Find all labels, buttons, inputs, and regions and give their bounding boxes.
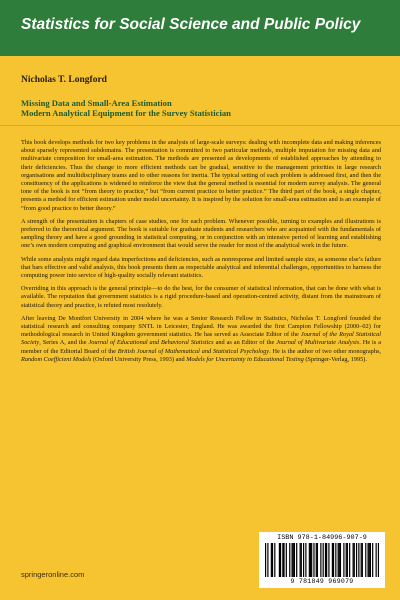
bio-text: and as an Editor of the (213, 339, 277, 347)
barcode-bar (354, 543, 355, 577)
barcode-bar (300, 543, 301, 577)
description (21, 139, 381, 369)
barcode-bar (326, 543, 327, 577)
barcode-bar (367, 543, 368, 577)
bio-text: (Oxford University Press, 1993) and (91, 355, 187, 363)
author-bio (21, 315, 381, 364)
barcode-bar (353, 543, 354, 577)
description-paragraph: While some analysts might regard data imperfections and deficiencies, such as nonresponse and limited sample size, as someone else’s failure that bars effective and valid analysis, this book presents them as respectable analytical and inferential challenges, opportunities to harness the computing power into service of high-quality socially relevant statistics. (21, 255, 381, 280)
barcode-bar (289, 543, 290, 577)
barcode-bar (313, 543, 314, 577)
bio-journal: Journal of Educational and Behavioral Statistics (88, 339, 214, 347)
barcode-bar (362, 543, 363, 577)
description-paragraph: A strength of the presentation is chapters of case studies, one for each problem. Whenever possible, turning to examples and illustrations is preferred to the theoretical argument. The book is suitable for graduate students and researchers who are acquainted with the fundamentals of sampling theory and have a good grounding in statistical computing, or in conjunction with an intensive period of learning and establishing one’s own modern computing and graphical environment that would serve the reader for most of the analytical work in the future. (21, 217, 381, 250)
barcode-bar (283, 543, 284, 577)
barcode-bar (305, 543, 306, 577)
bio-journal: Journal of Multivariate Analysis (276, 339, 360, 347)
barcode-bar (333, 543, 334, 577)
bio-text: . He is a member of the Editorial Board of the (21, 339, 381, 355)
barcode-bar (376, 543, 377, 577)
barcode-bar (338, 543, 339, 577)
barcode-bar (346, 543, 347, 577)
isbn-label: ISBN 978-1-84996-907-9 (277, 534, 367, 542)
barcode-bar (340, 543, 341, 577)
barcode-bar (286, 543, 287, 577)
barcode-bar (361, 543, 362, 577)
barcode-bar (309, 543, 310, 577)
bio-journal: Journal of the Royal Statistical Society (21, 331, 381, 347)
barcode-bar (372, 543, 373, 577)
barcode-bar (378, 543, 379, 577)
barcode-bar (267, 543, 268, 577)
book-title-line1: Missing Data and Small-Area Estimation (21, 98, 172, 108)
barcode-bar (301, 543, 302, 577)
barcode-bar (370, 543, 371, 577)
barcode-bar (296, 543, 297, 577)
barcode-box (259, 532, 385, 588)
barcode-bar (271, 543, 272, 577)
barcode-bar (356, 543, 357, 577)
barcode-bar (282, 543, 283, 577)
bio-text: After leaving De Montfort University in 2004 where he was a Senior Research Fellow in Statistics, Nicholas T. Longford founded the statistical research and consulting company SNTL in Leicester, England. He was awarded the first Campion Fellowship (2000–02) for methodological research in United Kingdom government statistics. He has served as Associate Editor of the (21, 314, 381, 339)
barcode-bar (280, 543, 281, 577)
barcode-bar (332, 543, 333, 577)
book-subtitle: Modern Analytical Equipment for the Survey Statistician (21, 108, 231, 118)
series-title: Statistics for Social Science and Public Policy (21, 16, 361, 33)
barcode-bar (317, 543, 318, 577)
barcode-bar (274, 543, 275, 577)
bio-text: , Series A, and the (39, 339, 89, 347)
bio-journal: British Journal of Mathematical and Statistical Psychology (117, 347, 270, 355)
book-title (21, 98, 381, 118)
barcode-bar (325, 543, 326, 577)
barcode-bar (328, 543, 329, 577)
bio-book: Random Coefficient Models (21, 355, 92, 363)
description-paragraph: Overriding in this approach is the general principle—to do the best, for the consumer of statistical information, that can be done with what is available. The reputation that government statistics is a rigid procedure-based and operation-centred activity, distant from the mainstream of statistical theory and practice, is refuted most resolutely. (21, 285, 381, 309)
barcode-bar (310, 543, 311, 577)
barcode-bar (335, 543, 336, 577)
barcode-bar (358, 543, 359, 577)
barcode-bar (265, 543, 266, 577)
barcode-bar (369, 543, 370, 577)
website-url[interactable]: springeronline.com (21, 570, 85, 579)
bio-text: . He is the author of two other monographs, (269, 347, 381, 355)
barcode-bar (293, 543, 294, 577)
barcode-bar (311, 543, 312, 577)
barcode-bar (343, 543, 344, 577)
barcode-bar (349, 543, 350, 577)
barcode-bar (291, 543, 292, 577)
barcode-bar (279, 543, 280, 577)
divider (0, 125, 400, 126)
barcode-number: 9 781849 969079 (290, 578, 354, 585)
barcode-bar (339, 543, 340, 577)
description-paragraph: This book develops methods for two key problems in the analysis of large-scale surveys: dealing with incomplete data and making inferences about sparsely represented subdomains. The presentation is committed to two particular methods, multiple imputation for missing data and multivariate composition for small-area estimation. The methods are presented as developments of established approaches by attending to their deficiencies. Thus the change to more efficient methods can be gradual, sensitive to the management priorities in large research organisations and multidisciplinary teams and to other reasons for inertia. The typical setting of each problem is addressed first, and then the constituency of the applications is widened to reinforce the view that the general method is essential for modern survey analysis. The general tone of the book is not “from theory to practice,” but “from current practice to better practice.” The third part of the book, a single chapter, presents a method for efficient estimation under model uncertainty. It is inspired by the solution for small-area estimation and is an example of “from good practice to better theory.” (21, 139, 381, 212)
bio-text: (Springer-Verlag, 1995). (303, 355, 367, 363)
barcode-bar (272, 543, 273, 577)
barcode-bar (294, 543, 295, 577)
barcode-icon (265, 543, 379, 577)
barcode-bar (320, 543, 321, 577)
barcode-bar (365, 543, 366, 577)
barcode-bar (303, 543, 304, 577)
barcode-bar (316, 543, 317, 577)
bio-book: Models for Uncertainty in Educational Testing (186, 355, 304, 363)
author-name: Nicholas T. Longford (21, 75, 107, 85)
barcode-bar (347, 543, 348, 577)
barcode-bar (323, 543, 324, 577)
